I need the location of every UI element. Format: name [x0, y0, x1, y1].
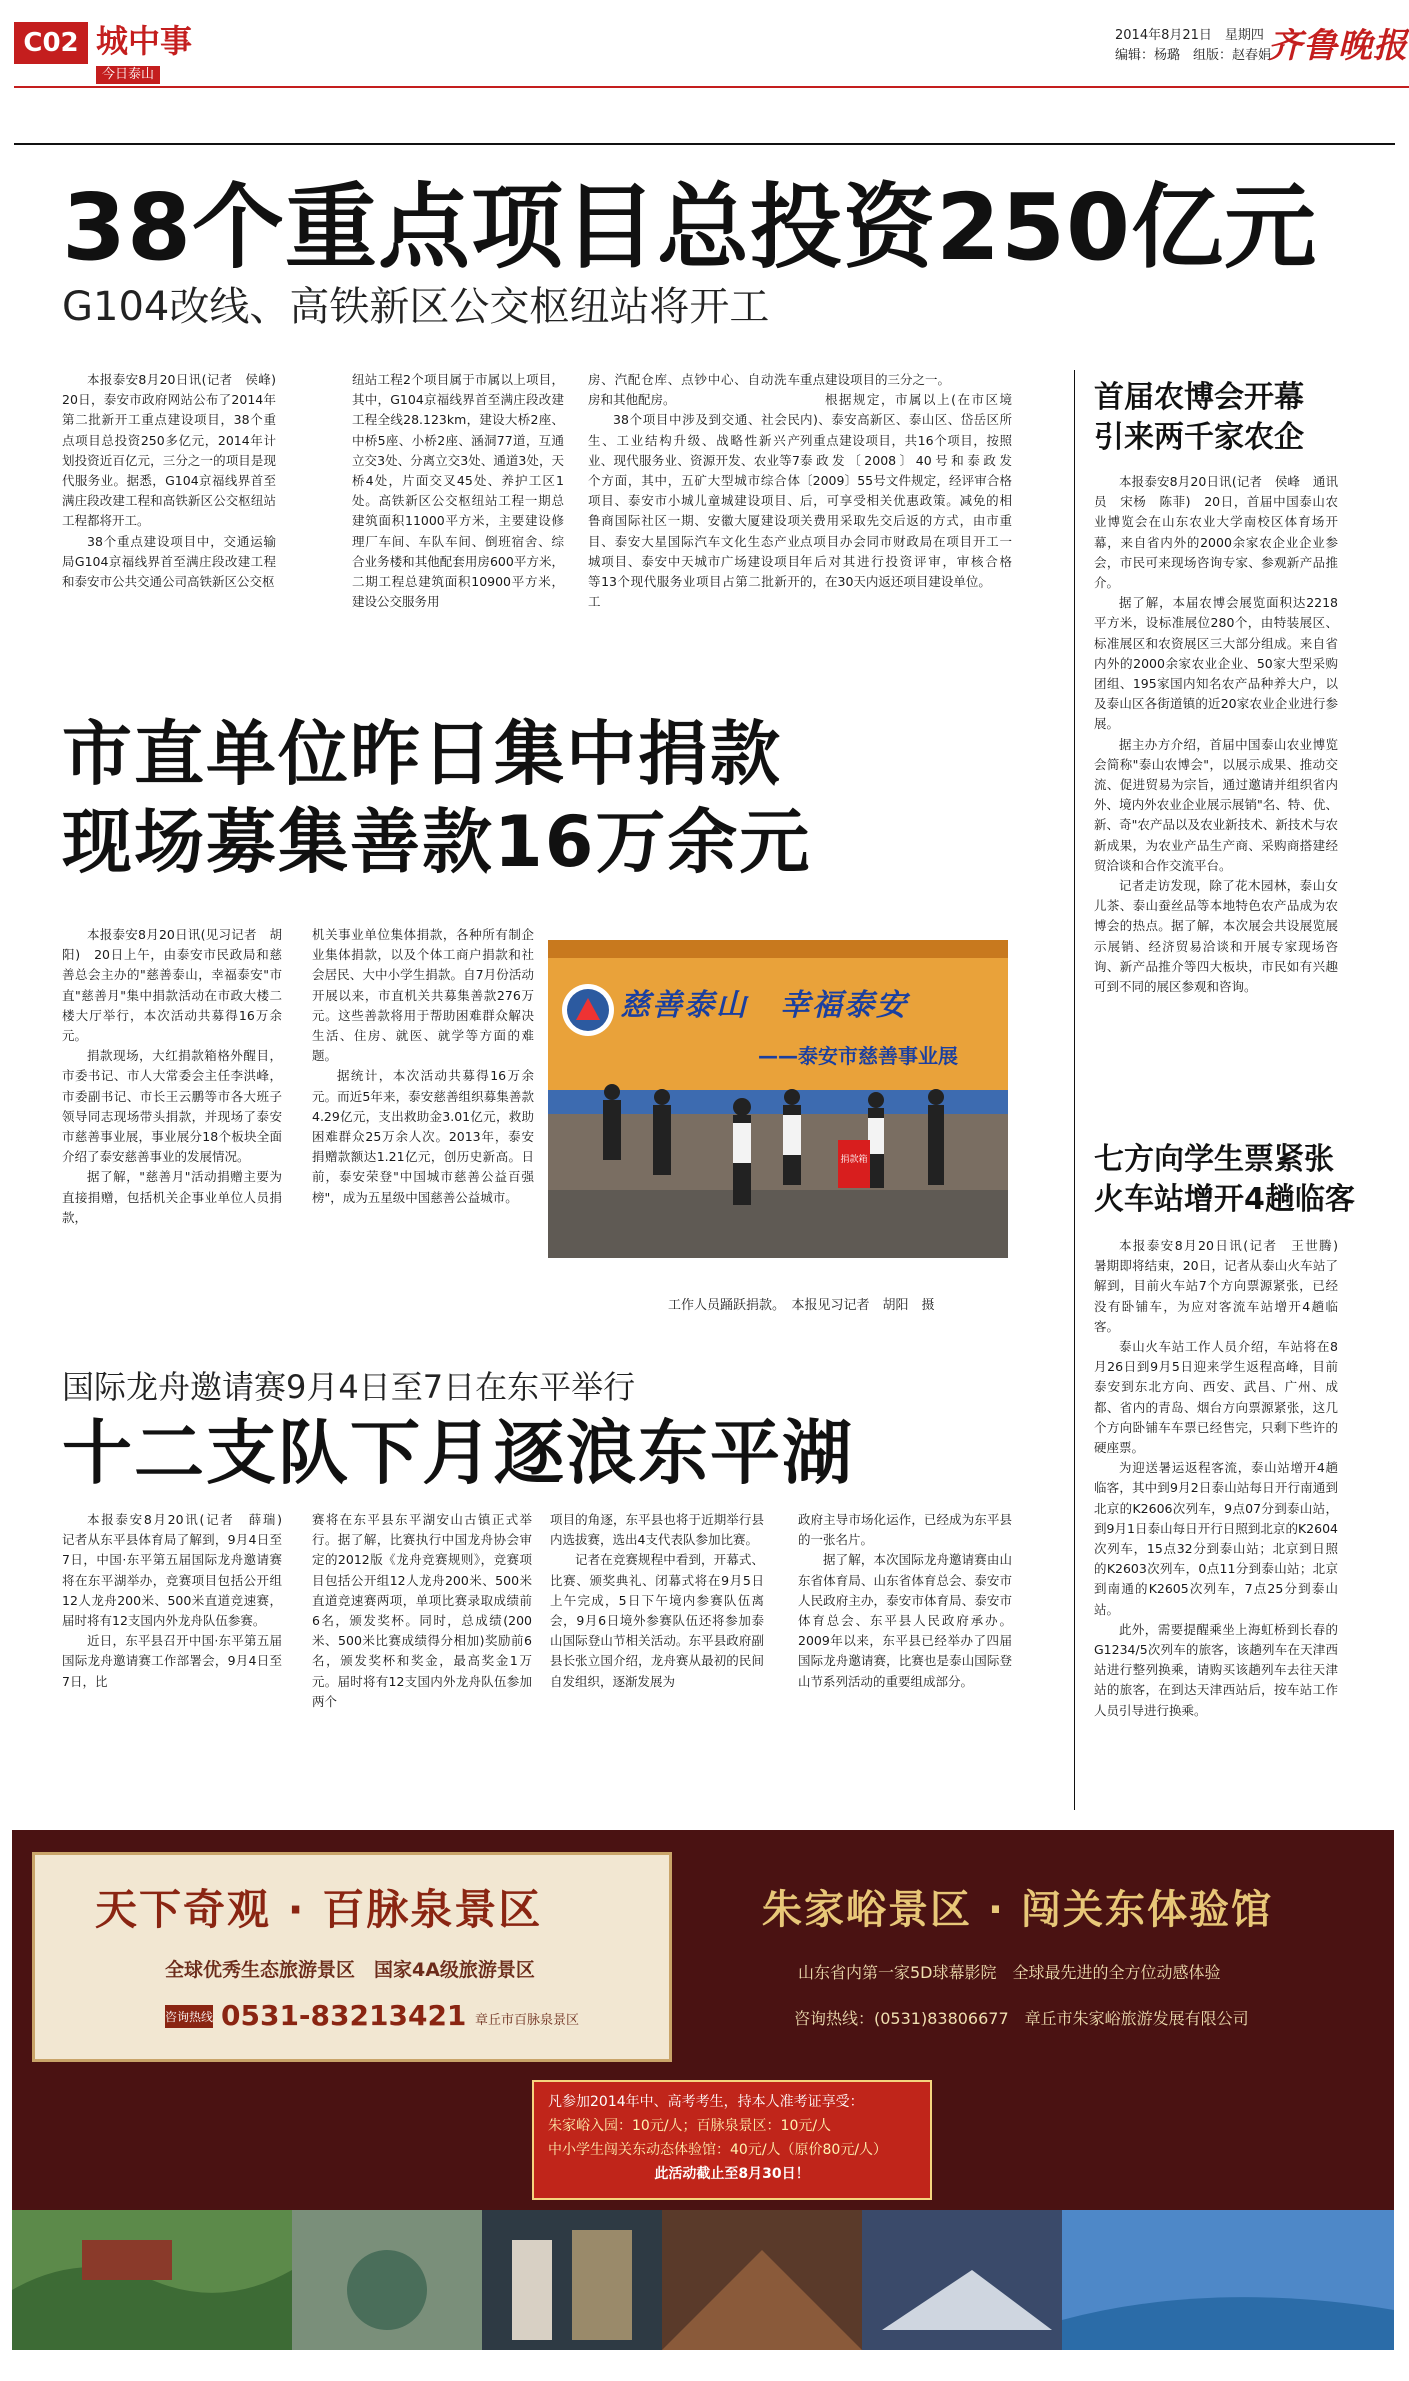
story2-headline-2: 现场募集善款16万余元: [62, 801, 812, 883]
side2-headline-2: 火车站增开4趟临客: [1094, 1182, 1355, 1217]
paragraph: 本报泰安8月20讯(记者 薛瑞) 记者从东平县体育局了解到，9月4日至7日，中国·东平第五届国际龙舟邀请赛将在东平湖举办，竞赛项目包括公开组12人龙舟200米、500米直道竞速赛，届时将有12支国内外龙舟队伍参赛。: [62, 1512, 295, 1629]
story3-col3: [550, 1510, 764, 1805]
ad-left-hotline-label: 咨询热线: [165, 2005, 213, 2028]
paragraph: 记者走访发现，除了花木园林，泰山女儿茶、泰山蚕丝品等本地特色农产品成为农博会的热点。据了解，本次展会共设展览展示展销、经济贸易洽谈和开展专家现场咨询、新产品推介等四大板块，市民如有兴趣可到不同的展区参观和咨询。: [1094, 878, 1338, 995]
story3-col2: [312, 1510, 532, 1805]
story1-col4: [800, 370, 1012, 690]
section-name: 城中事: [96, 22, 193, 60]
paragraph: 近日，东平县召开中国·东平第五届国际龙舟邀请赛工作部署会，9月4日至7日，比: [62, 1633, 282, 1689]
ad-left-panel: [32, 1852, 672, 2062]
paragraph: 重点建设项目的三分之一。: [800, 372, 951, 387]
paragraph: 据了解，"慈善月"活动捐赠主要为直接捐赠，包括机关企事业单位人员捐款，: [62, 1169, 282, 1225]
paragraph: 机关事业单位集体捐款，各种所有制企业集体捐款，以及个体工商户捐款和社会居民、大中小学生捐款。自7月份活动开展以来，市直机关共募集善款276万元。这些善款将用于帮助困难群众解决生活、住房、就医、就学等方面的难题。: [312, 927, 534, 1064]
charity-photo: [548, 940, 1008, 1258]
issue-date: 2014年8月21日 星期四: [1115, 28, 1264, 43]
masthead-logo: 齐鲁晚报: [1268, 26, 1408, 66]
ad-left-title: 天下奇观 · 百脉泉景区: [95, 1885, 543, 1934]
sidebar-separator: [1074, 370, 1075, 1810]
photo-caption: 工作人员踊跃捐款。 本报见习记者 胡阳 摄: [668, 1298, 935, 1313]
paragraph: 捐款现场，大红捐款箱格外醒目，市委书记、市人大常委会主任李洪峰，市委副书记、市长王云鹏等市各大班子领导同志现场带头捐款，并现场了泰安市慈善事业展，事业展分18个板块全面介绍了泰安慈善事业的发展情况。: [62, 1048, 282, 1165]
paragraph: 据主办方介绍，首届中国泰山农业博览会简称"泰山农博会"，以展示成果、推动交流、促进贸易为宗旨，通过邀请并组织省内外、境内外农业企业展示展销"名、特、优、新、奇"农产品以及农业新技术、新技术与农新成果，为农业产品生产商、采购商搭建经贸洽谈和合作交流平台。: [1094, 736, 1338, 873]
subsection-tag: 今日泰山: [96, 66, 160, 84]
side2-headline-1: 七方向学生票紧张: [1094, 1142, 1334, 1177]
promo-line-1: 凡参加2014年中、高考考生，持本人准考证享受：: [548, 2094, 864, 2110]
paragraph: 本报泰安8月20日讯(见习记者 胡阳) 20日上午，由泰安市民政局和慈善总会主办的"慈善泰山，幸福泰安"市直"慈善月"集中捐款活动在市政大楼二楼大厅举行，本次活动共募得16万余元。: [62, 927, 282, 1044]
top-separator: [14, 143, 1395, 145]
ad-right-subtitle: 山东省内第一家5D球幕影院 全球最先进的全方位动感体验: [798, 1963, 1221, 1982]
story3-kicker: 国际龙舟邀请赛9月4日至7日在东平举行: [62, 1368, 636, 1406]
side2-body: [1094, 1236, 1351, 1816]
paragraph: 38个重点建设项目中，交通运输局G104京福线界首至满庄段改建工程和泰安市公共交通公司高铁新区公交枢: [62, 533, 276, 590]
ad-promo-box: [532, 2080, 932, 2200]
tourism-advertisement: [12, 1830, 1394, 2350]
ad-right-title: 朱家峪景区 · 闯关东体验馆: [762, 1887, 1274, 1933]
paragraph: 根据规定，市属以上(在市区境内)、泰安高新区、泰山区、岱岳区所列重点建设项目，共16个项目，按照泰政发〔2008〕40号和泰政发〔2009〕55号文件规定，经评审合格后，可享受相关优惠政策。减免的相关费用采取先交后返的方式，由市重点项目办会同市财政局在项目开工一年后对其进行投资评审，审核合格的，在30天内返还项目建设单位。: [800, 392, 1012, 590]
paragraph: 房、汽配仓库、点钞中心、自动洗车房和其他配房。: [588, 372, 800, 408]
paragraph: 本报泰安8月20日讯(记者 王世腾) 暑期即将结束，20日，记者从泰山火车站了解到，目前火车站7个方向票源紧张，已经没有卧铺车，为应对客流车站增开4趟临客。: [1094, 1238, 1351, 1334]
paragraph: 为迎送暑运返程客流，泰山站增开4趟临客，其中到9月2日泰山站每日开行南通到北京的K2606次列车，9点07分到泰山站，到9月1日泰山每日开行日照到北京的K2604次列车，15点32分到泰山站；北京到日照的K2603次列车，0点11分到泰山站；北京到南通的K2605次列车，7点25分到泰山站。: [1094, 1460, 1338, 1617]
story2-col1: [62, 925, 282, 1325]
story1-col3: [588, 370, 800, 690]
photo-banner-sub: ——泰安市慈善事业展: [758, 1044, 958, 1068]
promo-line-3: 中小学生闯关东动态体验馆：40元/人（原价80元/人）: [548, 2142, 888, 2158]
ad-left-company: 章丘市百脉泉景区: [475, 2013, 580, 2028]
paragraph: 本报泰安8月20日讯(记者 侯峰 通讯员 宋杨 陈菲) 20日，首届中国泰山农业博览会在山东农业大学南校区体育场开幕，来自省内外的2000余家农企业企业参会，市民可来现场咨询专家、参观新产品推介。: [1094, 474, 1338, 591]
story3-col1: [62, 1510, 295, 1805]
paragraph: 赛将在东平县东平湖安山古镇正式举行。据了解，比赛执行中国龙舟协会审定的2012版《龙舟竞赛规则》，竞赛项目包括公开组12人龙舟200米、500米直道竞速赛两项，单项比赛录取成绩前6名，颁发奖杯。同时，总成绩(200米、500米比赛成绩得分相加)奖励前6名，颁发奖杯和奖金，最高奖金1万元。届时将有12支国内外龙舟队伍参加两个: [312, 1512, 532, 1709]
side1-headline-2: 引来两千家农企: [1094, 420, 1304, 455]
paragraph: 泰山火车站工作人员介绍，车站将在8月26日到9月5日迎来学生返程高峰，目前泰安到东北方向、西安、武昌、广州、成都、省内的青岛、烟台方向票源紧张，这几个方向卧铺车车票已经售完，只剩下些许的硬座票。: [1094, 1339, 1338, 1456]
ad-right-hotline: 咨询热线：(0531)83806677 章丘市朱家峪旅游发展有限公司: [794, 2009, 1249, 2028]
story1-col1: [62, 370, 289, 690]
editors-line: 编辑：杨璐 组版：赵春娟: [1115, 48, 1272, 63]
story3-col4: [798, 1510, 1012, 1805]
paragraph: 项目的角逐，东平县也将于近期举行县内选拔赛，选出4支代表队参加比赛。: [550, 1512, 764, 1548]
page-header: [0, 0, 1409, 90]
paragraph: 记者在竞赛规程中看到，开幕式、比赛、颁奖典礼、闭幕式将在9月5日上午完成，5日下午境内参赛队伍离会，9月6日境外参赛队伍还将参加泰山国际登山节相关活动。东平县政府副县长张立国介绍，龙舟赛从最初的民间自发组织，逐渐发展为: [550, 1552, 764, 1689]
story2-headline-1: 市直单位昨日集中捐款: [62, 713, 782, 795]
paragraph: 纽站工程2个项目属于市属以上项目，其中，G104京福线界首至满庄段改建工程全线28.123km，建设大桥2座、中桥5座、小桥2座、涵洞77道，互通立交3处、分离立交3处、通道3处，天桥4处，片面交叉45处、养护工区1处。高铁新区公交枢纽站工程一期总建筑面积11000平方米，主要建设修理厂车间、车队车间、倒班宿舍、综合业务楼和其他配套用房600平方米，二期工程总建筑面积10900平方米，建设公交服务用: [352, 372, 564, 610]
story1-subhead: G104改线、高铁新区公交枢纽站将开工: [62, 284, 770, 330]
scenic-photos: [12, 2210, 1394, 2350]
paragraph: 38个项目中涉及到交通、社会民生、工业结构升级、战略性新兴产业、现代服务业、资源开发、农业等7个方面，其中，五矿大型城市综合体项目、泰安市小城儿童城建设项目、鲁商国际社区一期、安徽大厦建设项目、泰安大星国际汽车文化生态产业城项目、泰安中天城市广场建设项目等13个现代服务业项目占第二批新开工: [588, 412, 800, 610]
story2-col2: [312, 925, 534, 1325]
side1-body: [1094, 472, 1338, 1152]
story3-headline: 十二支队下月逐浪东平湖: [62, 1412, 854, 1494]
paragraph: 此外，需要提醒乘坐上海虹桥到长春的G1234/5次列车的旅客，该趟列车在天津西站进行整列换乘，请购买该趟列车去往天津站的旅客，在到达天津西站后，按车站工作人员引导进行换乘。: [1094, 1621, 1338, 1718]
promo-line-2: 朱家峪入园：10元/人；百脉泉景区：10元/人: [548, 2118, 832, 2134]
page-code: C02: [14, 22, 88, 64]
ad-left-subtitle: 全球优秀生态旅游景区 国家4A级旅游景区: [165, 1959, 535, 1981]
paragraph: 据了解，本次国际龙舟邀请赛由山东省体育局、山东省体育总会、泰安市人民政府主办，泰安市体育局、泰安市体育总会、东平县人民政府承办。2009年以来，东平县已经举办了四届国际龙舟邀请赛，比赛也是泰山国际登山节系列活动的重要组成部分。: [798, 1552, 1012, 1689]
paragraph: 本报泰安8月20日讯(记者 侯峰) 20日，泰安市政府网站公布了2014年第二批新开工重点建设项目，38个重点项目总投资250多亿元，2014年计划投资近百亿元，三分之一的项目是现代服务业。据悉，G104京福线界首至满庄段改建工程和高铁新区公交枢纽站工程都将开工。: [62, 372, 289, 529]
header-rule: [14, 86, 1409, 88]
paragraph: 据统计，本次活动共募得16万余元。而近5年来，泰安慈善组织募集善款4.29亿元，支出救助金3.01亿元，救助困难群众25万余人次。2013年，泰安捐赠款额达1.21亿元，创历史新高。日前，泰安荣登"中国城市慈善公益百强榜"，成为五星级中国慈善公益城市。: [312, 1068, 534, 1205]
story1-col2: [352, 370, 564, 690]
photo-banner-main: 慈善泰山 幸福泰安: [620, 988, 908, 1023]
promo-line-4: 此活动截止至8月30日！: [654, 2166, 810, 2182]
story1-headline: 38个重点项目总投资250亿元: [62, 174, 1318, 281]
donation-box-label: 捐款箱: [840, 1155, 868, 1165]
paragraph: 据了解，本届农博会展览面积达2218平方米，设标准展位280个，由特装展区、标准展区和农资展区三大部分组成。来自省内外的2000余家农业企业、50家大型采购团组、195家国内知名农产品种养大户，以及泰山区各街道镇的近20家农业企业进行参展。: [1094, 595, 1338, 732]
ad-left-hotline: 0531-83213421: [221, 1999, 467, 2032]
paragraph: 政府主导市场化运作，已经成为东平县的一张名片。: [798, 1512, 1012, 1548]
ad-photo-strip: [12, 2210, 1394, 2350]
side1-headline-1: 首届农博会开幕: [1094, 380, 1304, 415]
